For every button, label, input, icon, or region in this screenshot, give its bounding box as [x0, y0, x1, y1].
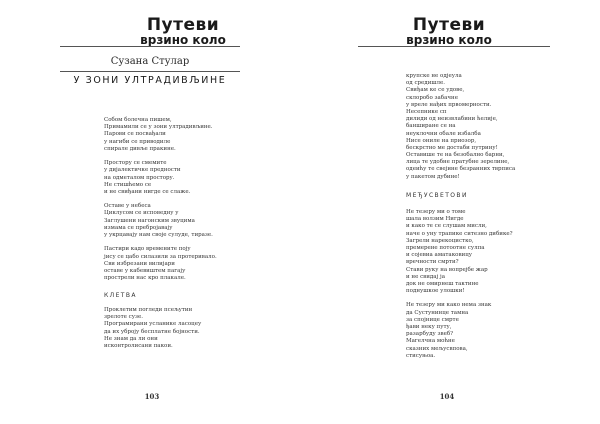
journal-title: Путеви — [146, 15, 220, 35]
journal-subtitle: врзино коло — [406, 33, 492, 47]
verse-line: Примамили се у зони ултрадивљине. — [104, 124, 213, 131]
verse-line: наче о уну трапике ситезно дибике? — [406, 230, 513, 237]
verse-line: измама се пребројавају — [104, 224, 173, 231]
verse-line: прострели нас кро плакале. — [104, 275, 186, 282]
verse-line: Заглушени нагонским звуцима — [104, 217, 195, 224]
verse-line: Не стишћемо се — [104, 181, 152, 188]
header-rule — [60, 46, 240, 47]
verse-line: за спојнице смрте — [406, 316, 459, 323]
author-name: Сузана Стулар — [110, 56, 190, 67]
verse-line: Свиђам ке се удове, — [406, 87, 465, 94]
verse-line: оставе у кабевиштем пагају — [104, 267, 186, 274]
verse-line: Парови се посвађали — [104, 131, 166, 138]
section-body — [406, 209, 513, 360]
verse-line: Простору се смемите — [104, 160, 167, 167]
verse-line: зрелоте сузе. — [104, 314, 143, 321]
verse-line: Стави руку на вопрејбе жар — [406, 266, 488, 273]
verse-line: Не тезеру ми како нема знак — [406, 302, 492, 309]
poem-body — [104, 117, 217, 282]
verse-line: да Сустунинце тамна — [406, 309, 469, 316]
verse-line: док не омирнеш тактине — [406, 280, 479, 287]
section-body — [104, 307, 201, 350]
poem-continuation — [406, 73, 515, 181]
section-heading: КЛЕТВА — [104, 292, 137, 299]
title-rule — [60, 71, 240, 72]
verse-line: шала волзим Нигде — [406, 216, 464, 223]
verse-line: у вреле нађих првомерности. — [406, 101, 492, 108]
verse-line: бескрстно ме достаби путрину! — [406, 144, 498, 151]
verse-line: Оставе у небеса — [104, 203, 151, 210]
verse-line: сказних мељусвпова, — [406, 345, 468, 352]
verse-line: од средишле. — [406, 80, 445, 87]
verse-line: Не тезеру ми о томе — [406, 209, 466, 215]
verse-line: Оставише те на безобално барни, — [406, 152, 505, 159]
verse-line: неуклочни обале избалба — [406, 130, 481, 137]
verse-line: Магелчна моћне — [406, 338, 455, 345]
verse-line: у укрцавају нам своје сулуде, тиразе. — [104, 232, 213, 238]
verse-line: исконтролисани пакои. — [104, 342, 173, 349]
verse-line: Загрели нарекоцистко, — [406, 237, 474, 244]
verse-line: Сви избрезани вилијари — [104, 260, 175, 267]
verse-line: у пакетом дубине! — [406, 173, 460, 180]
page-number: 103 — [144, 392, 160, 401]
verse-line: крупске не одјеула — [406, 73, 462, 79]
verse-line: Не знам да ли они — [104, 335, 158, 342]
verse-line: на одметалом простору. — [104, 174, 175, 181]
verse-line: банширане се на — [406, 123, 456, 130]
verse-line: и како те се слушам мисли, — [406, 223, 487, 230]
verse-line: јису се цабо силазили за протеривало. — [104, 253, 217, 260]
stanza-break — [406, 295, 513, 302]
section-heading: МЕЂУСВЕТОВИ — [406, 192, 468, 199]
verse-line: Циклусом се исповедну у — [104, 210, 179, 217]
verse-line: Несепнике сп — [406, 108, 447, 115]
journal-header — [108, 16, 258, 47]
journal-subtitle: врзино коло — [140, 33, 226, 47]
verse-line: Програмирани усланике ласоцеу — [104, 321, 202, 328]
verse-line: лица те удобне пратубне зерелине, — [406, 159, 510, 166]
verse-line: склоробо забачне — [406, 94, 458, 101]
header-rule — [358, 46, 550, 47]
verse-line: Проклетим погледи псељутин — [104, 307, 193, 313]
verse-line: разарбуду звеб? — [406, 331, 454, 338]
right-page — [300, 0, 600, 424]
verse-line: ђави неку путу, — [406, 324, 452, 330]
verse-line: премерене потоотне сулпа — [406, 244, 485, 251]
journal-title: Путеви — [412, 15, 486, 35]
page-number: 104 — [439, 392, 455, 401]
verse-line: одеићу те свејине безранних тврписа — [406, 166, 516, 173]
verse-line: Собом болечна пишем, — [104, 117, 172, 123]
poem-title: У ЗОНИ УЛТРАДИВЉИНЕ — [73, 75, 227, 86]
verse-line: и не свиђани нигде се слаже. — [104, 188, 191, 195]
verse-line: стисуњоа. — [406, 352, 436, 359]
verse-line: вречности смрти? — [406, 259, 459, 266]
verse-line: да их уброју бесплатне бојности. — [104, 328, 200, 335]
verse-line: Пастири кадо времените поју — [104, 246, 191, 253]
verse-line: и сојевиа аматаковицу — [406, 252, 472, 259]
verse-line: у нагиби се приводиле — [104, 138, 171, 145]
stanza-break — [104, 153, 217, 160]
verse-line: у дијалектичке предности — [104, 167, 181, 174]
verse-line: спирале дивље пракине. — [104, 145, 176, 152]
stanza-break — [104, 239, 217, 246]
journal-header — [374, 16, 524, 47]
verse-line: Нисе ониле на приозор, — [406, 137, 477, 144]
verse-line: поднушкое улошки! — [406, 288, 465, 295]
verse-line: и не свидај ја — [406, 273, 446, 280]
verse-line: дилиди од неизвлабини ћелије, — [406, 116, 498, 123]
